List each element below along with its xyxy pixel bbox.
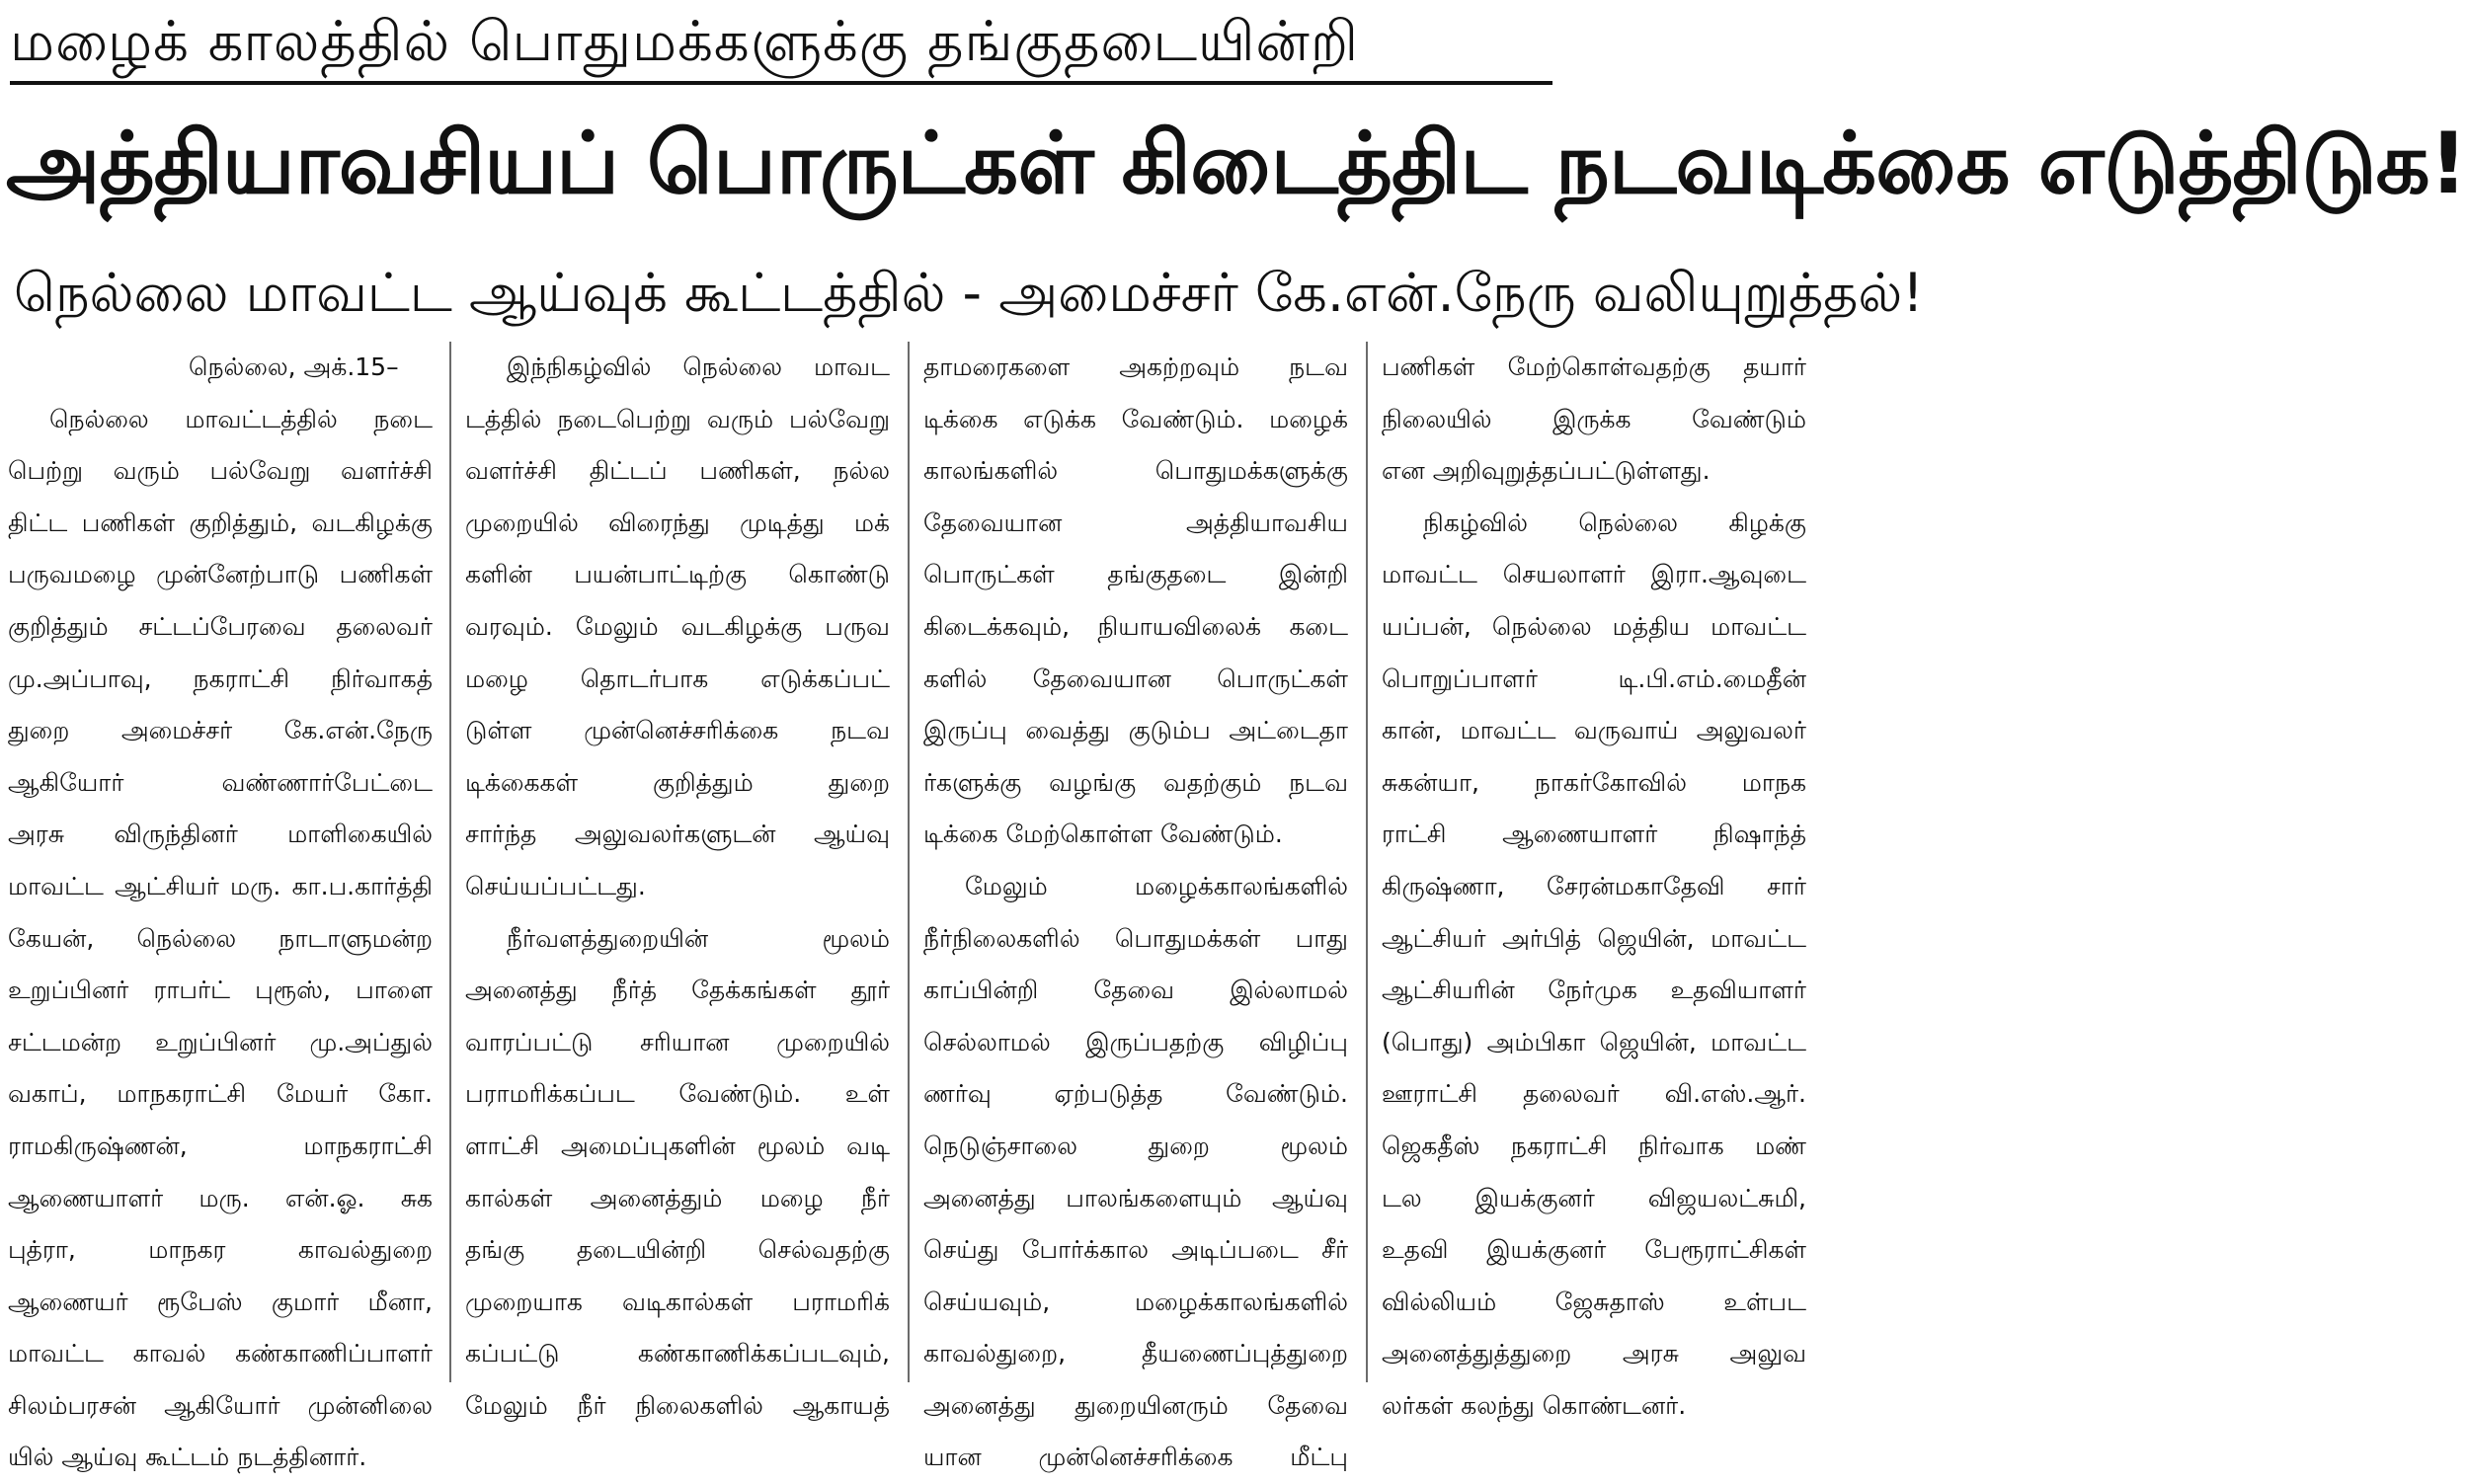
body-line: (பொது) அம்பிகா ஜெயின், மாவட்ட	[1382, 1027, 1806, 1056]
headline-kicker: மழைக் காலத்தில் பொதுமக்களுக்கு தங்குதடையின்றி	[10, 10, 1359, 74]
body-line: ஆணையாளர் மரு. என்.ஓ. சுக	[8, 1183, 433, 1212]
body-line: இருப்பு வைத்து குடும்ப அட்டைதா	[923, 716, 1348, 745]
body-line: டத்தில் நடைபெற்று வரும் பல்வேறு	[465, 404, 890, 433]
body-line: வகாப், மாநகராட்சி மேயர் கோ.	[8, 1079, 433, 1109]
article-column-2	[465, 342, 890, 1420]
body-line: நீர்நிலைகளில் பொதுமக்கள் பாது	[923, 923, 1348, 953]
body-line: பெற்று வரும் பல்வேறு வளர்ச்சி	[8, 456, 433, 486]
body-line: இந்நிகழ்வில் நெல்லை மாவட	[507, 352, 890, 381]
body-line: முறையாக வடிகால்கள் பராமரிக்	[465, 1287, 890, 1316]
body-line: காப்பின்றி தேவை இல்லாமல்	[923, 976, 1348, 1005]
body-line: பருவமழை முன்னேற்பாடு பணிகள்	[8, 560, 433, 589]
body-line: தங்கு தடையின்றி செல்வதற்கு	[465, 1235, 890, 1265]
body-line: ணர்வு ஏற்படுத்த வேண்டும்.	[923, 1079, 1348, 1109]
body-line: காலங்களில் பொதுமக்களுக்கு	[923, 456, 1348, 486]
body-line: டுள்ள முன்னெச்சரிக்கை நடவ	[465, 716, 890, 745]
body-line: உறுப்பினர் ராபர்ட் புரூஸ், பாளை	[8, 976, 433, 1005]
body-line: டிக்கை எடுக்க வேண்டும். மழைக்	[923, 404, 1348, 433]
body-line: பொறுப்பாளர் டி.பி.எம்.மைதீன்	[1382, 664, 1806, 693]
body-line: ஆட்சியர் அர்பித் ஜெயின், மாவட்ட	[1382, 923, 1806, 953]
body-line: களின் பயன்பாட்டிற்கு கொண்டு	[465, 560, 890, 589]
body-line: பராமரிக்கப்பட வேண்டும். உள்	[465, 1079, 890, 1109]
body-line: அனைத்துத்துறை அரசு அலுவ	[1382, 1339, 1806, 1368]
body-line: கேயன், நெல்லை நாடாளுமன்ற	[8, 923, 433, 953]
body-line: சார்ந்த அலுவலர்களுடன் ஆய்வு	[465, 820, 890, 849]
body-line: செய்து போர்க்கால அடிப்படை சீர்	[923, 1235, 1348, 1265]
body-line: நீர்வளத்துறையின் மூலம்	[507, 923, 890, 953]
body-line: அனைத்து துறையினரும் தேவை	[923, 1390, 1348, 1420]
body-line: ர்களுக்கு வழங்கு வதற்கும் நடவ	[923, 767, 1348, 797]
article-column-4	[1382, 342, 1806, 1420]
body-line: பணிகள் மேற்கொள்வதற்கு தயார்	[1382, 352, 1806, 381]
body-line: மேலும் மழைக்காலங்களில்	[965, 871, 1348, 900]
body-line: யப்பன், நெல்லை மத்திய மாவட்ட	[1382, 611, 1806, 641]
body-line: ராமகிருஷ்ணன், மாநகராட்சி	[8, 1131, 433, 1160]
body-line: கிருஷ்ணா, சேரன்மகாதேவி சார்	[1382, 871, 1806, 900]
headline-sub: நெல்லை மாவட்ட ஆய்வுக் கூட்டத்தில் - அமைச்சர் கே.என்.நேரு வலியுறுத்தல்!	[14, 262, 1924, 324]
article-column-3	[923, 342, 1348, 1472]
body-line: குறித்தும் சட்டப்பேரவை தலைவர்	[8, 611, 433, 641]
body-line: மேலும் நீர் நிலைகளில் ஆகாயத்	[465, 1390, 890, 1420]
body-line: என அறிவுறுத்தப்பட்டுள்ளது.	[1382, 456, 1711, 486]
body-line: ளாட்சி அமைப்புகளின் மூலம் வடி	[465, 1131, 890, 1160]
body-line: தேவையான அத்தியாவசிய	[923, 508, 1348, 537]
body-line: செய்யவும், மழைக்காலங்களில்	[923, 1287, 1348, 1316]
body-line: நிலையில் இருக்க வேண்டும்	[1382, 404, 1806, 433]
body-line: டிக்கை மேற்கொள்ள வேண்டும்.	[923, 820, 1283, 849]
body-line: மழை தொடர்பாக எடுக்கப்பட்	[465, 664, 890, 693]
body-line: பொருட்கள் தங்குதடை இன்றி	[923, 560, 1348, 589]
body-line: சட்டமன்ற உறுப்பினர் மு.அப்துல்	[8, 1027, 433, 1056]
body-line: கான், மாவட்ட வருவாய் அலுவலர்	[1382, 716, 1806, 745]
body-line: ஜெகதீஸ் நகராட்சி நிர்வாக மண்	[1382, 1131, 1806, 1160]
kicker-underline	[10, 81, 1552, 85]
body-line: கிடைக்கவும், நியாயவிலைக் கடை	[923, 611, 1348, 641]
body-line: வாரப்பட்டு சரியான முறையில்	[465, 1027, 890, 1056]
body-line: சுகன்யா, நாகர்கோவில் மாநக	[1382, 767, 1806, 797]
body-line: செய்யப்பட்டது.	[465, 871, 646, 900]
article-column-1	[8, 342, 433, 1472]
body-line: புத்ரா, மாநகர காவல்துறை	[8, 1235, 433, 1265]
body-line: தாமரைகளை அகற்றவும் நடவ	[923, 352, 1348, 381]
body-line: யில் ஆய்வு கூட்டம் நடத்தினார்.	[8, 1443, 367, 1472]
body-line: கப்பட்டு கண்காணிக்கப்படவும்,	[465, 1339, 890, 1368]
body-line: அனைத்து பாலங்களையும் ஆய்வு	[923, 1183, 1348, 1212]
body-line: செல்லாமல் இருப்பதற்கு விழிப்பு	[923, 1027, 1348, 1056]
body-line: சிலம்பரசன் ஆகியோர் முன்னிலை	[8, 1390, 433, 1420]
column-divider	[449, 342, 451, 1382]
body-line: டிக்கைகள் குறித்தும் துறை	[465, 767, 890, 797]
body-line: ஆணையர் ரூபேஸ் குமார் மீனா,	[8, 1287, 433, 1316]
body-line: நிகழ்வில் நெல்லை கிழக்கு	[1423, 508, 1806, 537]
body-line: யான முன்னெச்சரிக்கை மீட்பு	[923, 1443, 1348, 1472]
body-line: வில்லியம் ஜேசுதாஸ் உள்பட	[1382, 1287, 1806, 1316]
body-line: ராட்சி ஆணையாளர் நிஷாந்த்	[1382, 820, 1806, 849]
column-divider	[908, 342, 910, 1382]
column-divider	[1366, 342, 1368, 1382]
body-line: வரவும். மேலும் வடகிழக்கு பருவ	[465, 611, 890, 641]
body-line: மாவட்ட செயலாளர் இரா.ஆவுடை	[1382, 560, 1806, 589]
body-line: நெடுஞ்சாலை துறை மூலம்	[923, 1131, 1348, 1160]
body-line: ஊராட்சி தலைவர் வி.எஸ்.ஆர்.	[1382, 1079, 1806, 1109]
headline-main: அத்தியாவசியப் பொருட்கள் கிடைத்திட நடவடிக்கை எடுத்திடுக!	[6, 115, 2467, 213]
body-line: திட்ட பணிகள் குறித்தும், வடகிழக்கு	[8, 508, 433, 537]
body-line: லர்கள் கலந்து கொண்டனர்.	[1382, 1390, 1687, 1420]
body-line: வளர்ச்சி திட்டப் பணிகள், நல்ல	[465, 456, 890, 486]
body-line: துறை அமைச்சர் கே.என்.நேரு	[8, 716, 433, 745]
body-line: உதவி இயக்குனர் பேரூராட்சிகள்	[1382, 1235, 1806, 1265]
body-line: கால்கள் அனைத்தும் மழை நீர்	[465, 1183, 890, 1212]
body-line: அனைத்து நீர்த் தேக்கங்கள் தூர்	[465, 976, 890, 1005]
body-line: களில் தேவையான பொருட்கள்	[923, 664, 1348, 693]
body-line: நெல்லை மாவட்டத்தில் நடை	[49, 404, 433, 433]
body-line: காவல்துறை, தீயணைப்புத்துறை	[923, 1339, 1348, 1368]
body-line: முறையில் விரைந்து முடித்து மக்	[465, 508, 890, 537]
body-line: மாவட்ட காவல் கண்காணிப்பாளர்	[8, 1339, 433, 1368]
body-line: மாவட்ட ஆட்சியர் மரு. கா.ப.கார்த்தி	[8, 871, 433, 900]
body-line: அரசு விருந்தினர் மாளிகையில்	[8, 820, 433, 849]
body-line: ஆகியோர் வண்ணார்பேட்டை	[8, 767, 433, 797]
body-line: டல இயக்குனர் விஜயலட்சுமி,	[1382, 1183, 1806, 1212]
dateline: நெல்லை, அக்.15–	[189, 352, 399, 381]
body-line: மு.அப்பாவு, நகராட்சி நிர்வாகத்	[8, 664, 433, 693]
body-line: ஆட்சியரின் நேர்முக உதவியாளர்	[1382, 976, 1806, 1005]
